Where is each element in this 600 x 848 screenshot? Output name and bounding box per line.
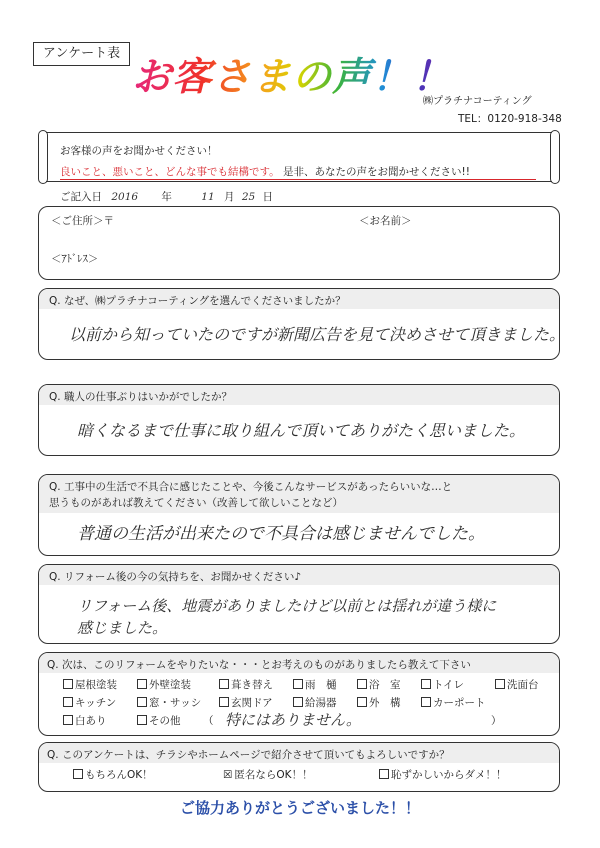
date-month-unit: 月 xyxy=(223,191,235,203)
option-other[interactable]: その他 xyxy=(137,713,181,728)
question-3-text-line-1: Q. 工事中の生活で不具合に感じたことや、今後こんなサービスがあったらいいな…と xyxy=(49,481,453,493)
answer-2: 暗くなるまで仕事に取り組んで頂いてありがたく思いました。 xyxy=(77,421,526,440)
date-day-unit: 日 xyxy=(262,191,274,203)
question-2-text: Q. 職人の仕事ぶりはいかがでしたか？ xyxy=(49,391,232,403)
name-label: ＜お名前＞ xyxy=(359,215,412,227)
question-5-box xyxy=(38,652,560,736)
postal-mark: 〒 xyxy=(103,215,114,227)
question-4-box xyxy=(38,564,560,644)
company-name: ㈱プラチナコーティング xyxy=(423,96,532,107)
checkbox-icon xyxy=(293,697,303,707)
checkbox-icon xyxy=(357,679,367,689)
scroll-cap-right xyxy=(550,130,560,184)
option-bathroom[interactable]: 浴 室 xyxy=(357,677,401,692)
checkbox-icon xyxy=(379,769,389,779)
checkbox-icon xyxy=(137,679,147,689)
intro-request: 是非、あなたの声をお聞かせください!! xyxy=(283,166,470,178)
question-1-box xyxy=(38,288,566,360)
option-gutter[interactable]: 雨 樋 xyxy=(293,677,337,692)
option-roof-painting[interactable]: 屋根塗装 xyxy=(63,677,117,692)
intro-line-1: お客様の声をお聞かせください！ xyxy=(60,145,218,157)
checked-box-icon: ☒ xyxy=(223,769,233,781)
checkbox-icon xyxy=(63,697,73,707)
email-label: ＜ｱﾄﾞﾚｽ＞ xyxy=(51,253,99,265)
question-2-box xyxy=(38,384,560,456)
checkbox-icon xyxy=(137,715,147,725)
option-of-course-ok[interactable]: もちろんOK！ xyxy=(73,767,153,782)
question-4-text: Q. リフォーム後の今の気持ちを、お聞かせください♪ xyxy=(49,571,302,583)
checkbox-icon xyxy=(219,697,229,707)
option-water-heater[interactable]: 給湯器 xyxy=(293,695,337,710)
phone-number: TEL：0120-918-348 xyxy=(458,113,562,125)
date-month: 11 xyxy=(201,191,215,203)
checkbox-icon xyxy=(495,679,505,689)
option-window-sash[interactable]: 窓・サッシ xyxy=(137,695,201,710)
option-carport[interactable]: カーポート xyxy=(421,695,486,710)
checkbox-icon xyxy=(421,697,431,707)
checkbox-icon xyxy=(73,769,83,779)
checkbox-icon xyxy=(357,697,367,707)
date-label: ご記入日 xyxy=(60,191,102,203)
question-5-text: Q. 次は、このリフォームをやりたいな・・・とお考えのものがありましたら教えて下さい xyxy=(47,659,471,671)
customer-info-box xyxy=(38,206,560,280)
checkbox-icon xyxy=(293,679,303,689)
intro-emphasis: 良いこと、悪いこと、どんな事でも結構です。 xyxy=(60,166,280,178)
question-6-text: Q. このアンケートは、チラシやホームページで紹介させて頂いてもよろしいですか？ xyxy=(47,749,450,761)
option-washbasin[interactable]: 洗面台 xyxy=(495,677,539,692)
option-no-embarrassed[interactable]: 恥ずかしいからダメ！！ xyxy=(379,767,507,782)
option-exterior[interactable]: 外 構 xyxy=(357,695,401,710)
intro-line-2 xyxy=(60,164,470,179)
answer-3: 普通の生活が出来たので不具合は感じませんでした。 xyxy=(77,524,485,544)
other-close-paren: ） xyxy=(491,715,502,727)
checkbox-icon xyxy=(63,715,73,725)
checkbox-icon xyxy=(63,679,73,689)
option-anonymous-ok[interactable]: ☒ 匿名ならOK！！ xyxy=(223,769,313,781)
option-front-door[interactable]: 玄関ドア xyxy=(219,695,273,710)
date-year: 2016 xyxy=(111,191,139,203)
intro-underline xyxy=(60,179,536,180)
date-year-unit: 年 xyxy=(161,191,172,203)
date-row xyxy=(60,189,273,204)
address-label: ＜ご住所＞〒 xyxy=(51,215,114,227)
page-title: お客さまの声！！ xyxy=(132,46,452,102)
option-reroofing[interactable]: 葺き替え xyxy=(219,677,273,692)
option-kitchen[interactable]: キッチン xyxy=(63,695,116,710)
checkbox-icon xyxy=(137,697,147,707)
answer-4-line-2: 感じました。 xyxy=(77,619,168,637)
answer-4-line-1: リフォーム後、地震がありましたけど以前とは揺れが違う様に xyxy=(77,597,497,615)
question-3-box xyxy=(38,474,560,556)
question-6-box xyxy=(38,742,560,792)
option-exterior-wall-painting[interactable]: 外壁塗装 xyxy=(137,677,191,692)
thank-you-message: ご協力ありがとうございました！！ xyxy=(179,799,420,817)
checkbox-icon xyxy=(219,679,229,689)
checkbox-icon xyxy=(421,679,431,689)
other-open-paren: （ xyxy=(203,715,214,727)
option-termites[interactable]: 白あり xyxy=(63,713,107,728)
answer-1: 以前から知っていたのですが新聞広告を見て決めさせて頂きました。 xyxy=(69,325,566,344)
survey-badge: アンケート表 xyxy=(33,42,130,66)
date-day: 25 xyxy=(241,191,256,203)
question-3-text-line-2: 思うものがあれば教えてください（改善して欲しいことなど） xyxy=(49,497,343,509)
question-1-text: Q. なぜ、㈱プラチナコーティングを選んでくださいましたか？ xyxy=(49,295,346,307)
option-toilet[interactable]: トイレ xyxy=(421,677,464,692)
other-answer: 特にはありません。 xyxy=(225,711,361,729)
